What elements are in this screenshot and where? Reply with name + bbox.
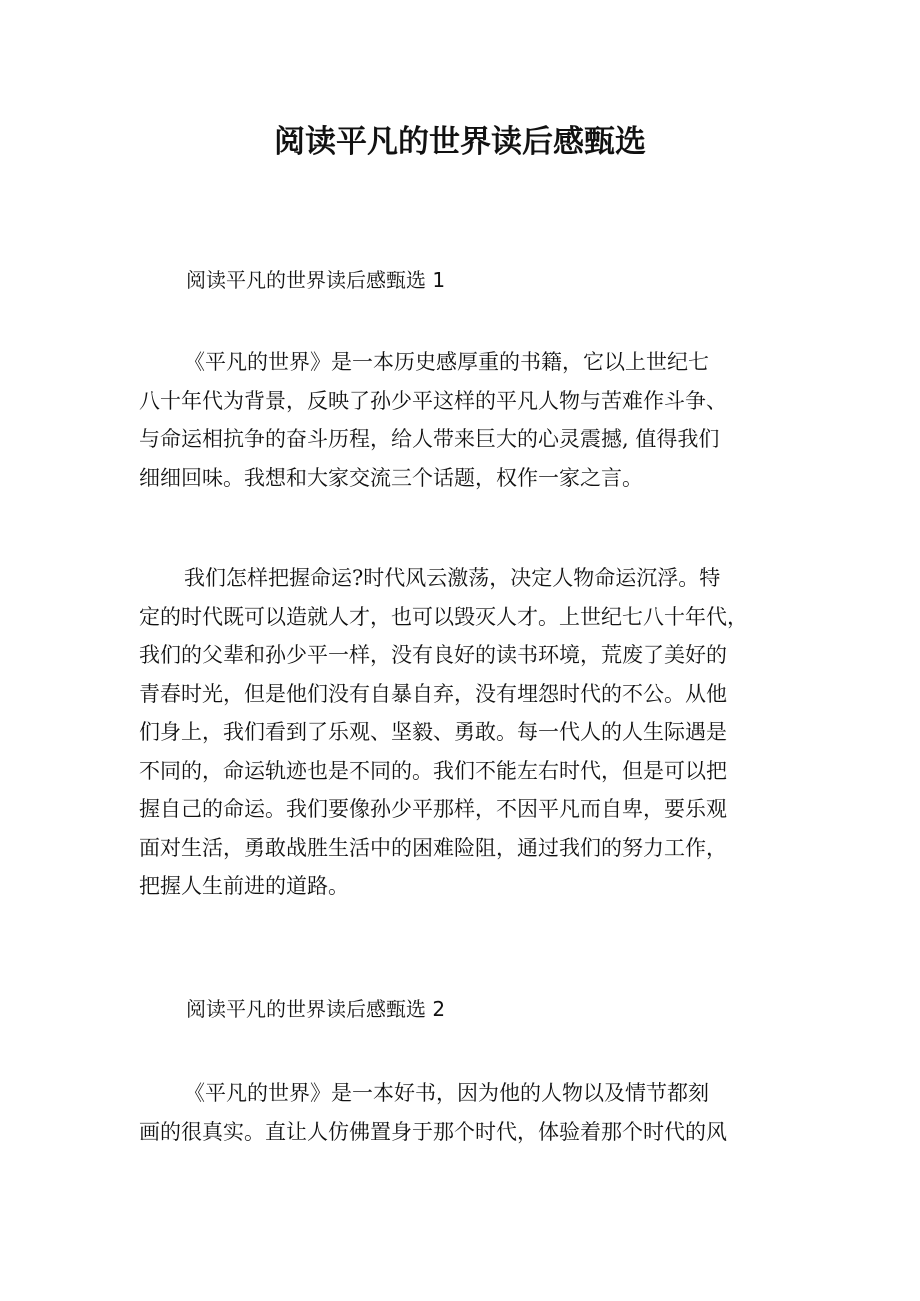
section-heading-2: 阅读平凡的世界读后感甄选 2 xyxy=(186,997,446,1021)
paragraph-line: 我们怎样把握命运?时代风云激荡，决定人物命运沉浮。特 xyxy=(184,566,721,590)
document-title: 阅读平凡的世界读后感甄选 xyxy=(274,124,646,160)
paragraph-line: 八十年代为背景，反映了孙少平这样的平凡人物与苦难作斗争、 xyxy=(139,388,727,413)
paragraph-line: 画的很真实。直让人仿佛置身于那个时代，体验着那个时代的风 xyxy=(139,1119,727,1144)
paragraph-line: 我们的父辈和孙少平一样，没有良好的读书环境，荒废了美好的 xyxy=(139,643,727,667)
paragraph-3 xyxy=(139,1074,784,1151)
section-heading-1: 阅读平凡的世界读后感甄选 1 xyxy=(186,268,446,292)
paragraph-line: 《平凡的世界》是一本历史感厚重的书籍，它以上世纪七 xyxy=(184,350,709,374)
paragraph-line: 青春时光，但是他们没有自暴自弃，没有埋怨时代的不公。从他 xyxy=(139,681,727,706)
paragraph-line: 与命运相抗争的奋斗历程，给人带来巨大的心灵震撼, 值得我们 xyxy=(139,427,720,451)
paragraph-line: 定的时代既可以造就人才，也可以毁灭人才。上世纪七八十年代， xyxy=(139,604,748,629)
paragraph-line: 握自己的命运。我们要像孙少平那样，不因平凡而自卑，要乐观 xyxy=(139,797,727,821)
paragraph-line: 《平凡的世界》是一本好书，因为他的人物以及情节都刻 xyxy=(184,1081,709,1105)
paragraph-line: 不同的，命运轨迹也是不同的。我们不能左右时代，但是可以把 xyxy=(139,758,727,783)
paragraph-line: 们身上，我们看到了乐观、坚毅、勇敢。每一代人的人生际遇是 xyxy=(139,720,727,744)
paragraph-line: 把握人生前进的道路。 xyxy=(139,874,349,898)
paragraph-line: 细细回味。我想和大家交流三个话题，权作一家之言。 xyxy=(139,465,643,490)
paragraph-1 xyxy=(139,343,784,497)
paragraph-line: 面对生活，勇敢战胜生活中的困难险阻，通过我们的努力工作， xyxy=(139,835,727,860)
paragraph-2 xyxy=(139,559,784,906)
